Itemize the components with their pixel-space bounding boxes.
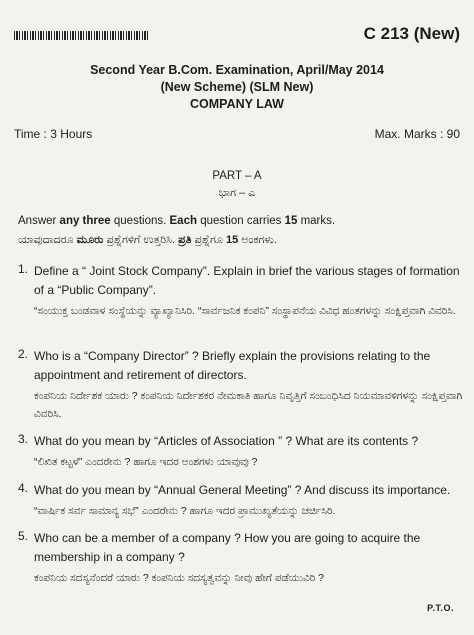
question-text-kannada: “ಸಂಯುಕ್ತ ಬಂಡವಾಳ ಸಂಸ್ಥೆಯನ್ನು ವ್ಯಾಖ್ಯಾನಿಸಿರಿ. “ಸಾರ್ವಜನಿಕ ಕಂಪನಿ” ಸಂಸ್ಥಾಪನೆಯ ವಿವಿಧ ಹಂತಗಳನ್ನು ಸಂಕ್ಷಿಪ್ತವಾಗಿ ವಿವರಿಸಿ. (34, 305, 456, 317)
question-number: 4. (18, 481, 29, 495)
question-number: 3. (18, 432, 29, 446)
question-text: Who is a “Company Director” ? Briefly explain the provisions relating to the appointment and retirement of directors. (34, 349, 431, 382)
question-text: What do you mean by “Articles of Association ” ? What are its contents ? (34, 434, 419, 448)
instructions-english: Answer any three questions. Each question carries 15 marks. (18, 215, 336, 227)
paper-code: C 213 (New) (363, 24, 460, 43)
subject-title: COMPANY LAW (190, 97, 284, 111)
question-text-kannada: “ವಾರ್ಷಿಕ ಸರ್ವ ಸಾಮಾನ್ಯ ಸಭೆ” ಎಂದರೇನು ? ಹಾಗೂ ಇದರ ಪ್ರಾಮುಖ್ಯತೆಯನ್ನು ಚರ್ಚಿಸಿರಿ. (34, 505, 336, 517)
instructions-kannada: ಯಾವುದಾದರೂ ಮೂರು ಪ್ರಶ್ನೆಗಳಿಗೆ ಉತ್ತರಿಸಿ. ಪ್ರತಿ ಪ್ರಶ್ನೆಗೂ 15 ಅಂಕಗಳು. (18, 234, 277, 246)
question-text: Who can be a member of a company ? How you are going to acquire the membership in a company ? (34, 531, 421, 564)
question-number: 2. (18, 347, 29, 361)
pto-note: P.T.O. (427, 603, 454, 613)
question-text-kannada: ಕಂಪನಿಯ ನಿರ್ದೇಶಕ ಯಾರು ? ಕಂಪನಿಯ ನಿರ್ದೇಶಕರ ನೇಮಕಾತಿ ಹಾಗೂ ನಿವೃತ್ತಿಗೆ ಸಂಬಂಧಿಸಿದ ನಿಯಮಾವಳಿಗಳನ್ನು ಸಂಕ್ಷಿಪ್ತವಾಗಿ ವಿವರಿಸಿ. (34, 390, 463, 420)
exam-title: Second Year B.Com. Examination, April/May 2014 (90, 63, 384, 77)
part-title: PART – A (212, 170, 262, 182)
question-number: 1. (18, 262, 29, 276)
barcode (14, 31, 149, 40)
part-title-kannada: ಭಾಗ – ಎ (218, 187, 256, 199)
time-allowed: Time : 3 Hours (14, 127, 93, 141)
question-text-kannada: “ಲಿಖಿತ ಕಟ್ಟಳೆ” ಎಂದರೇನು ? ಹಾಗೂ ಇದರ ಅಂಶಗಳು ಯಾವುವು ? (34, 456, 258, 468)
scheme-line: (New Scheme) (SLM New) (160, 80, 314, 94)
question-text: Define a “ Joint Stock Company”. Explain in brief the various stages of formation of a “Public Company”. (34, 264, 460, 297)
max-marks: Max. Marks : 90 (374, 127, 460, 141)
question-number: 5. (18, 529, 29, 543)
question-text: What do you mean by “Annual General Meeting” ? And discuss its importance. (34, 483, 451, 497)
question-text-kannada: ಕಂಪನಿಯ ಸದಸ್ಯನೆಂದರೆ ಯಾರು ? ಕಂಪನಿಯ ಸದಸ್ಯತ್ವವನ್ನು ನೀವು ಹೇಗೆ ಪಡೆಯುವಿರಿ ? (34, 572, 325, 584)
